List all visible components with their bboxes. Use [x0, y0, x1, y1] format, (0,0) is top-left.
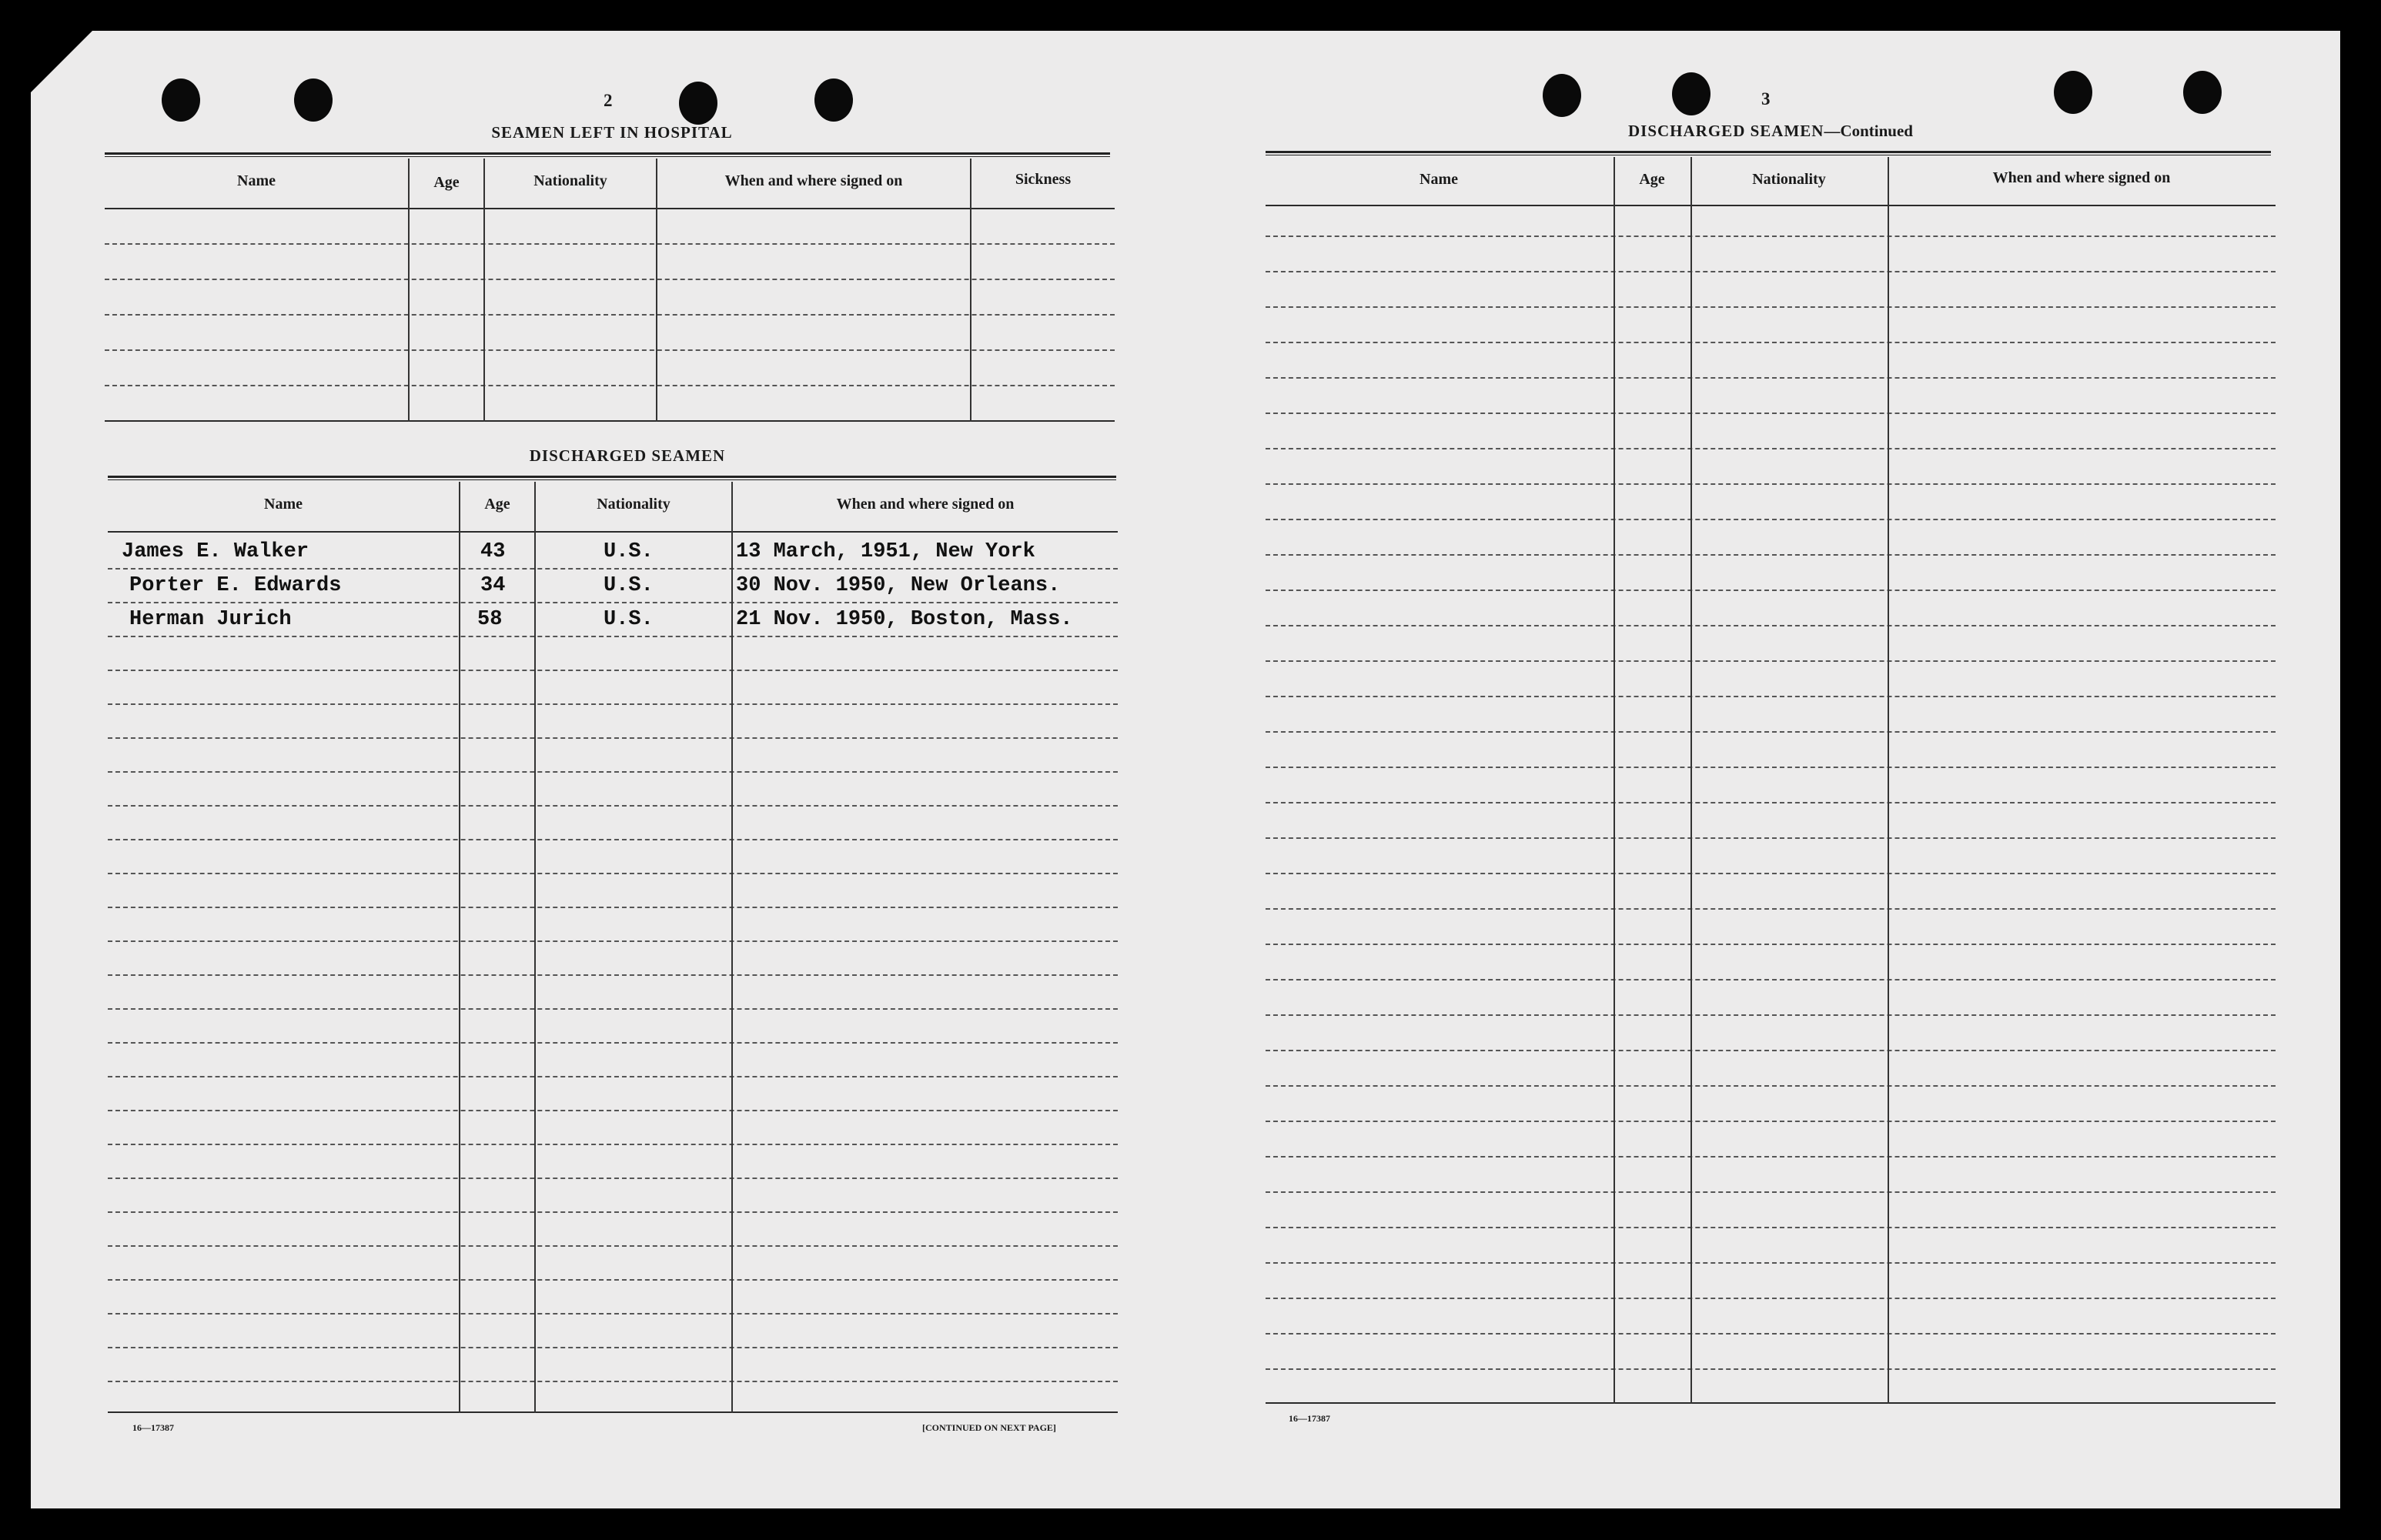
punch-hole — [1672, 72, 1711, 115]
table-rule — [108, 1347, 1118, 1348]
table-rule — [108, 1245, 1118, 1247]
table-rule — [1266, 205, 2276, 206]
folded-corner — [31, 31, 92, 92]
table-rule — [1266, 1121, 2276, 1122]
table-rule — [108, 1279, 1118, 1281]
column-divider — [656, 159, 657, 422]
column-divider — [1690, 157, 1692, 1404]
discharged-section-title: DISCHARGED SEAMEN — [529, 446, 726, 465]
column-header-age: Age — [484, 496, 510, 513]
table-rule — [1266, 590, 2276, 591]
table-rule — [108, 771, 1118, 773]
seaman-signed-on: 21 Nov. 1950, Boston, Mass. — [736, 608, 1073, 631]
column-header-nationality: Nationality — [533, 172, 607, 189]
table-rule — [1266, 1262, 2276, 1264]
seaman-name: James E. Walker — [122, 540, 309, 563]
seaman-signed-on: 30 Nov. 1950, New Orleans. — [736, 574, 1061, 597]
table-rule — [108, 568, 1118, 570]
table-rule — [1266, 625, 2276, 626]
table-rule — [1266, 271, 2276, 272]
right-header-rule — [1266, 151, 2271, 155]
table-rule — [108, 940, 1118, 942]
table-rule — [1266, 979, 2276, 980]
table-rule — [1266, 1298, 2276, 1299]
table-rule — [1266, 1191, 2276, 1193]
punch-hole — [679, 82, 717, 125]
table-rule — [108, 1144, 1118, 1145]
table-rule — [108, 1076, 1118, 1077]
table-rule — [105, 349, 1115, 351]
table-rule — [108, 1178, 1118, 1179]
hospital-header-rule — [105, 152, 1110, 157]
table-rule — [1266, 306, 2276, 308]
table-rule — [1266, 1368, 2276, 1370]
table-rule — [108, 974, 1118, 976]
column-header-name: Name — [264, 496, 303, 513]
column-divider — [483, 159, 485, 422]
table-rule — [1266, 1014, 2276, 1016]
table-rule — [108, 1313, 1118, 1315]
table-rule — [1266, 342, 2276, 343]
continued-note: [CONTINUED ON NEXT PAGE] — [922, 1422, 1056, 1433]
seaman-name: Porter E. Edwards — [129, 574, 342, 597]
table-rule — [105, 420, 1115, 422]
table-rule — [108, 1042, 1118, 1044]
table-rule — [1266, 908, 2276, 910]
seaman-age: 34 — [480, 574, 506, 597]
table-rule — [108, 1110, 1118, 1111]
table-rule — [1266, 483, 2276, 485]
form-number-right: 16—17387 — [1289, 1413, 1330, 1424]
table-rule — [108, 737, 1118, 739]
column-divider — [970, 159, 971, 422]
table-rule — [1266, 1402, 2276, 1404]
seaman-nationality: U.S. — [604, 540, 654, 563]
table-rule — [1266, 1085, 2276, 1087]
table-rule — [1266, 1156, 2276, 1158]
punch-hole — [814, 79, 853, 122]
document-sheet — [31, 31, 2340, 1508]
column-divider — [731, 482, 733, 1413]
column-header-age: Age — [433, 174, 460, 191]
table-rule — [1266, 1227, 2276, 1228]
punch-hole — [1543, 74, 1581, 117]
table-rule — [108, 670, 1118, 671]
title-suffix: —Continued — [1824, 122, 1913, 140]
page-number-right: 3 — [1761, 89, 1771, 109]
punch-hole — [2183, 71, 2222, 114]
column-header-nationality: Nationality — [597, 496, 670, 513]
column-header-nationality: Nationality — [1752, 171, 1826, 188]
form-number-left: 16—17387 — [132, 1422, 174, 1433]
seaman-signed-on: 13 March, 1951, New York — [736, 540, 1035, 563]
seaman-nationality: U.S. — [604, 574, 654, 597]
table-rule — [108, 907, 1118, 908]
table-rule — [1266, 1050, 2276, 1051]
table-rule — [108, 531, 1118, 533]
page-number-left: 2 — [604, 91, 613, 110]
seaman-age: 43 — [480, 540, 506, 563]
discharged-continued-title — [1570, 122, 1971, 141]
column-header-age: Age — [1639, 171, 1665, 188]
table-rule — [1266, 802, 2276, 803]
table-rule — [108, 1008, 1118, 1010]
table-rule — [1266, 731, 2276, 733]
table-rule — [1266, 554, 2276, 556]
table-rule — [1266, 236, 2276, 237]
table-rule — [105, 385, 1115, 386]
column-header-signed-on: When and where signed on — [836, 496, 1015, 513]
table-rule — [108, 873, 1118, 874]
hospital-section-title: SEAMEN LEFT IN HOSPITAL — [491, 123, 733, 142]
title-main: DISCHARGED SEAMEN — [1628, 122, 1824, 140]
table-rule — [1266, 519, 2276, 520]
table-rule — [1266, 944, 2276, 945]
punch-hole — [162, 79, 200, 122]
table-rule — [1266, 377, 2276, 379]
table-rule — [108, 602, 1118, 603]
seaman-nationality: U.S. — [604, 608, 654, 631]
seaman-name: Herman Jurich — [129, 608, 292, 631]
column-header-signed-on: When and where signed on — [1992, 169, 2171, 186]
column-header-sickness: Sickness — [1015, 171, 1072, 188]
column-divider — [1888, 157, 1889, 1404]
punch-hole — [2054, 71, 2092, 114]
table-rule — [1266, 873, 2276, 874]
table-rule — [105, 243, 1115, 245]
column-divider — [459, 482, 460, 1413]
table-rule — [1266, 413, 2276, 414]
table-rule — [105, 208, 1115, 209]
column-divider — [1614, 157, 1615, 1404]
punch-hole — [294, 79, 333, 122]
discharged-header-rule — [108, 476, 1116, 480]
column-divider — [408, 159, 410, 422]
table-rule — [108, 1411, 1118, 1413]
table-rule — [1266, 767, 2276, 768]
table-rule — [108, 1381, 1118, 1382]
table-rule — [108, 805, 1118, 807]
table-rule — [105, 279, 1115, 280]
table-rule — [1266, 660, 2276, 662]
table-rule — [1266, 448, 2276, 449]
table-rule — [1266, 1333, 2276, 1335]
column-divider — [534, 482, 536, 1413]
table-rule — [1266, 696, 2276, 697]
table-rule — [1266, 837, 2276, 839]
seaman-age: 58 — [477, 608, 503, 631]
table-rule — [108, 703, 1118, 705]
table-rule — [108, 839, 1118, 840]
column-header-signed-on: When and where signed on — [724, 172, 903, 189]
table-rule — [108, 636, 1118, 637]
column-header-name: Name — [1420, 171, 1458, 188]
table-rule — [105, 314, 1115, 316]
column-header-name: Name — [237, 172, 276, 189]
table-rule — [108, 1211, 1118, 1213]
